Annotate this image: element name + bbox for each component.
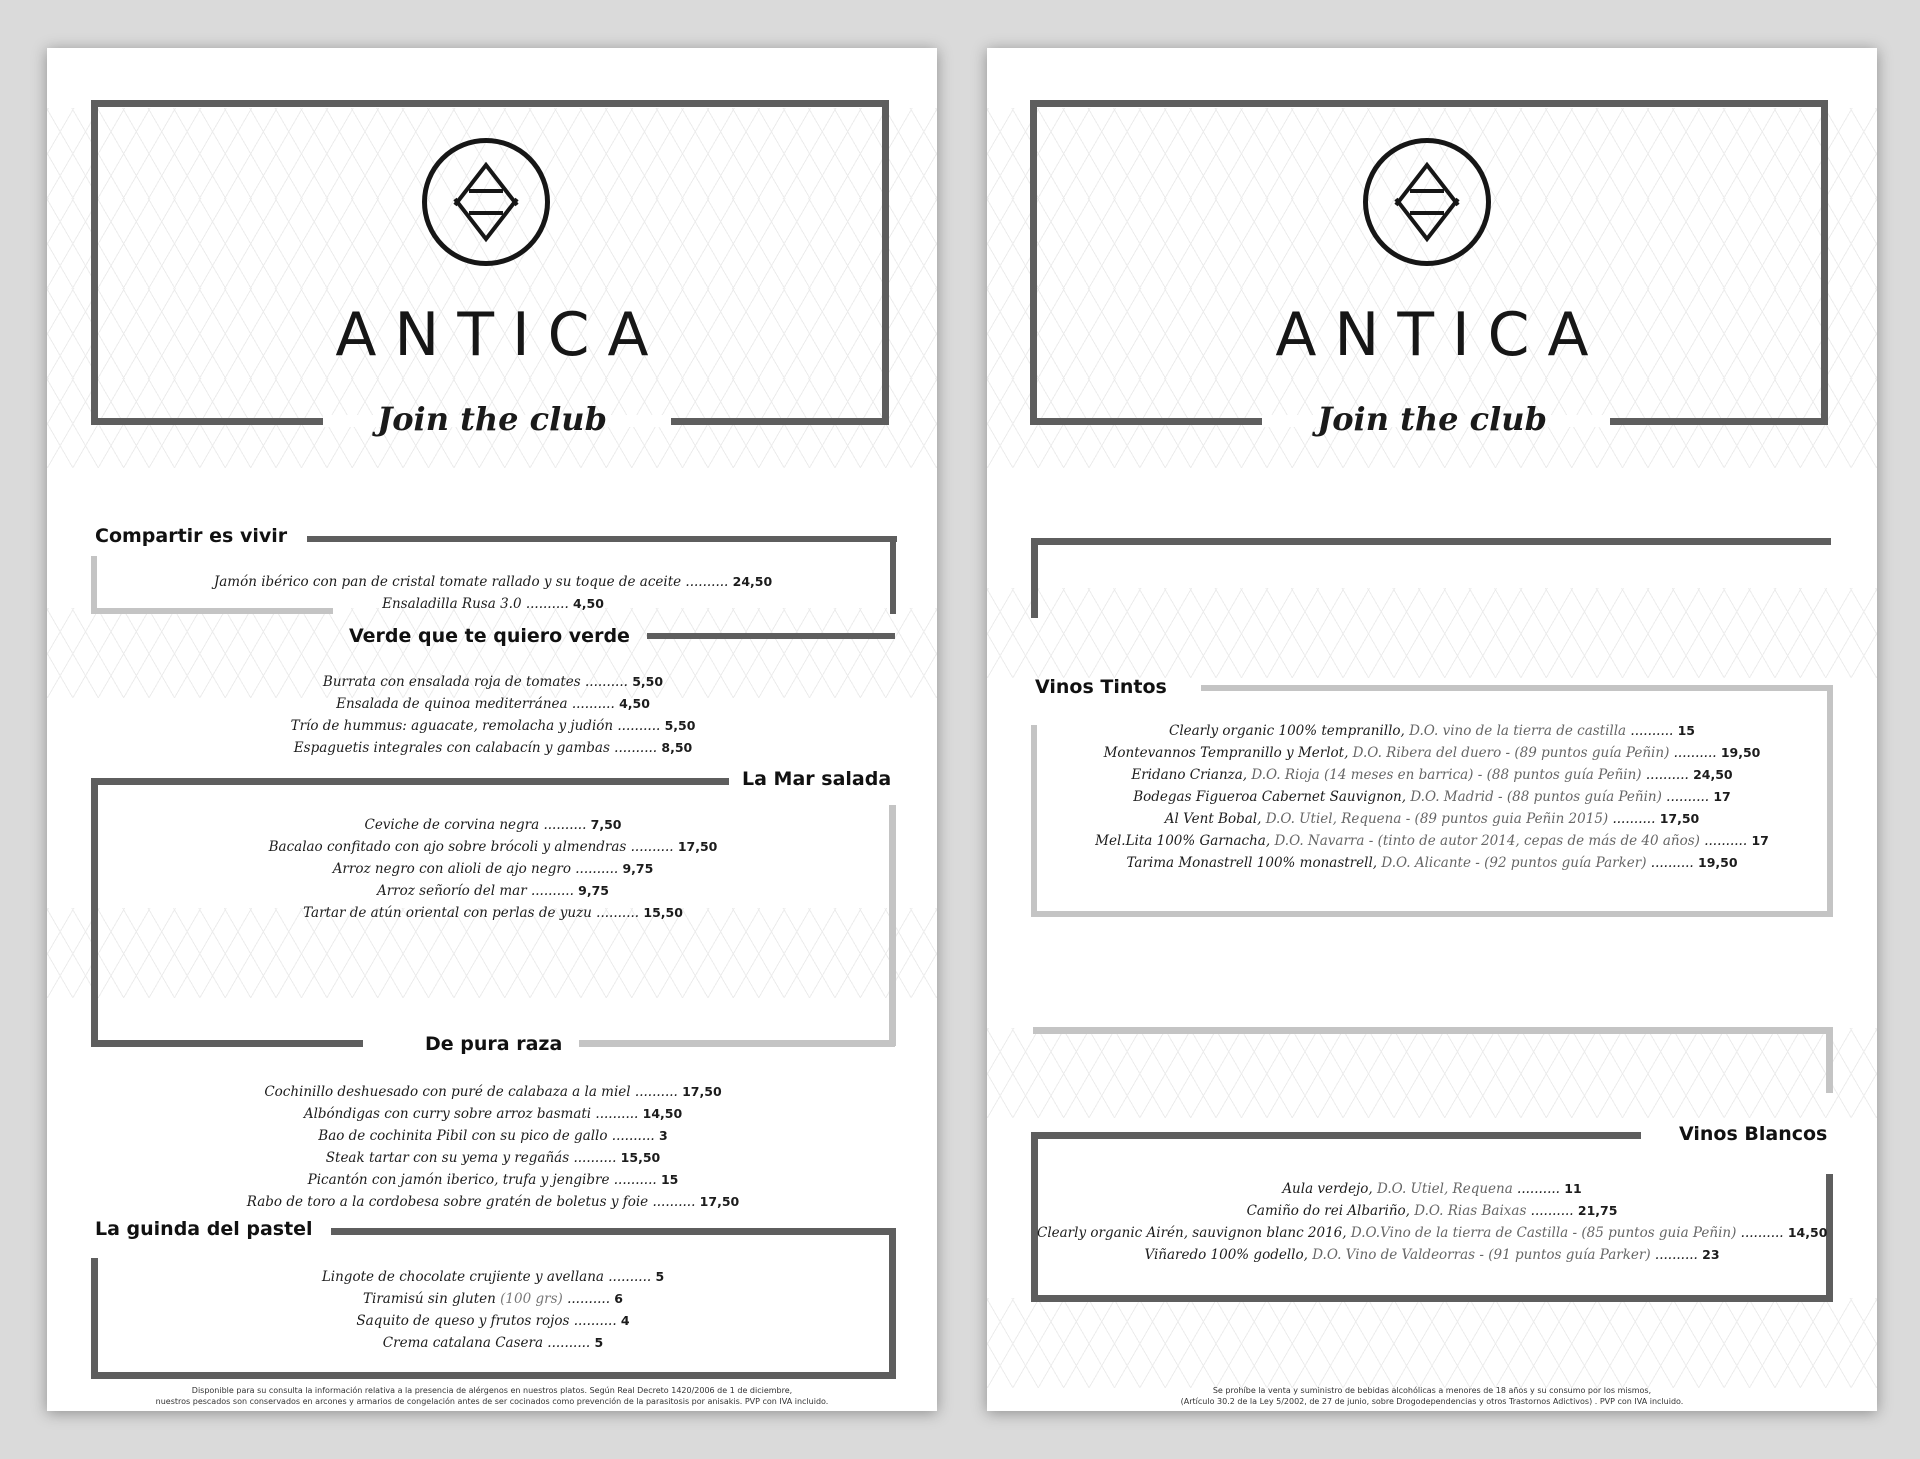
menu-item: Tiramisú sin gluten (100 grs) .......... 6 (363, 1291, 623, 1307)
menu-item: Ceviche de corvina negra .......... 7,50 (364, 817, 622, 833)
antica-logo-icon (1363, 138, 1491, 266)
wine-item: Camiño do rei Albariño, D.O. Rias Baixas .......... 21,75 (1246, 1203, 1618, 1219)
section-items (97, 1081, 889, 1213)
legal-footer: Disponible para su consulta la información relativa a la presencia de alérgenos en nuestros platos. Según Real Decreto 1420/2006 de 1 de diciembre, nuestros pescados son conservados en arcones y armarios de congelación antes de ser cocinados como prevención de la parasitosis por anisakis. PVP con IVA incluido. (155, 1386, 829, 1406)
menu-item: Cochinillo deshuesado con puré de calabaza a la miel .......... 17,50 (264, 1084, 722, 1100)
wine-item: Bodegas Figueroa Cabernet Sauvignon, D.O. Madrid - (88 puntos guía Peñin) .......... 17 (1133, 789, 1731, 805)
brand-name: ANTICA (335, 300, 667, 370)
tagline: Join the club (377, 400, 607, 438)
wine-item: Mel.Lita 100% Garnacha, D.O. Navarra - (tinto de autor 2014, cepas de más de 40 años) .......... 17 (1095, 833, 1769, 849)
menu-item: Bao de cochinita Pibil con su pico de gallo .......... 3 (318, 1128, 668, 1144)
section-items (97, 671, 889, 759)
section-title: Vinos Blancos (1679, 1123, 1828, 1145)
menu-item: Tartar de atún oriental con perlas de yuzu .......... 15,50 (303, 905, 683, 921)
background-pattern (987, 588, 1877, 678)
menu-item: Picantón con jamón iberico, trufa y jengibre .......... 15 (307, 1172, 679, 1188)
menu-item: Burrata con ensalada roja de tomates .......... 5,50 (322, 674, 664, 690)
wine-item: Viñaredo 100% godello, D.O. Vino de Valdeorras - (91 puntos guía Parker) .......... 23 (1144, 1247, 1720, 1263)
legal-footer: Se prohíbe la venta y suministro de bebidas alcohólicas a menores de 18 años y su consumo por los mismos, (Artículo 30.2 de la Ley 5/2002, de 27 de junio, sobre Drogodependencias y otros Trastornos Adictivos) . PVP con IVA incluido. (1180, 1386, 1684, 1406)
wine-item: Eridano Crianza, D.O. Rioja (14 meses en barrica) - (88 puntos guía Peñin) .......... 24,50 (1131, 767, 1733, 783)
menu-item: Jamón ibérico con pan de cristal tomate rallado y su toque de aceite .......... 24,50 (213, 574, 773, 590)
menu-item: Arroz negro con alioli de ajo negro .......... 9,75 (332, 861, 654, 877)
tagline: Join the club (1317, 400, 1547, 438)
section-items (97, 814, 889, 924)
section-title: Compartir es vivir (95, 525, 288, 547)
section-title: De pura raza (425, 1033, 563, 1055)
wine-item: Tarima Monastrell 100% monastrell, D.O. Alicante - (92 puntos guía Parker) .......... 19,50 (1126, 855, 1738, 871)
menu-item: Lingote de chocolate crujiente y avellana .......... 5 (321, 1269, 665, 1285)
menu-item: Ensaladilla Rusa 3.0 .......... 4,50 (382, 596, 604, 612)
menu-item: Trío de hummus: aguacate, remolacha y judión .......... 5,50 (290, 718, 696, 734)
section-title: Verde que te quiero verde (349, 625, 630, 647)
menu-item: Saquito de queso y frutos rojos .......... 4 (356, 1313, 630, 1329)
menu-item: Rabo de toro a la cordobesa sobre gratén de boletus y foie .......... 17,50 (246, 1194, 740, 1210)
wine-item: Clearly organic 100% tempranillo, D.O. vino de la tierra de castilla .......... 15 (1168, 723, 1696, 739)
menu-item: Crema catalana Casera .......... 5 (382, 1335, 604, 1351)
background-pattern (987, 1298, 1877, 1388)
food-menu-page (47, 48, 937, 1411)
section-items (97, 571, 889, 615)
section-items (1037, 1178, 1827, 1266)
section-title: Vinos Tintos (1035, 676, 1167, 698)
wine-item: Aula verdejo, D.O. Utiel, Requena .......... 11 (1282, 1181, 1582, 1197)
brand-name: ANTICA (1275, 300, 1607, 370)
section-title: La Mar salada (742, 768, 892, 790)
background-pattern (987, 1028, 1877, 1118)
menu-item: Espaguetis integrales con calabacín y gambas .......... 8,50 (293, 740, 693, 756)
wine-item: Al Vent Bobal, D.O. Utiel, Requena - (89 puntos guia Peñin 2015) .......... 17,50 (1164, 811, 1700, 827)
wine-menu-page (987, 48, 1877, 1411)
menu-item: Arroz señorío del mar .......... 9,75 (376, 883, 609, 899)
menu-item: Bacalao confitado con ajo sobre brócoli y almendras .......... 17,50 (268, 839, 718, 855)
section-title: La guinda del pastel (95, 1218, 313, 1240)
section-items (1037, 720, 1827, 874)
menu-item: Steak tartar con su yema y regañás .......... 15,50 (325, 1150, 661, 1166)
wine-item: Montevannos Tempranillo y Merlot, D.O. Ribera del duero - (89 puntos guía Peñin) .......... 19,50 (1103, 745, 1761, 761)
section-items (97, 1266, 889, 1354)
menu-item: Albóndigas con curry sobre arroz basmati .......... 14,50 (303, 1106, 683, 1122)
wine-item: Clearly organic Airén, sauvignon blanc 2016, D.O.Vino de la tierra de Castilla - (85 puntos guia Peñin) .......... 14,50 (1037, 1225, 1828, 1241)
antica-logo-icon (422, 138, 550, 266)
menu-item: Ensalada de quinoa mediterránea .......... 4,50 (336, 696, 650, 712)
